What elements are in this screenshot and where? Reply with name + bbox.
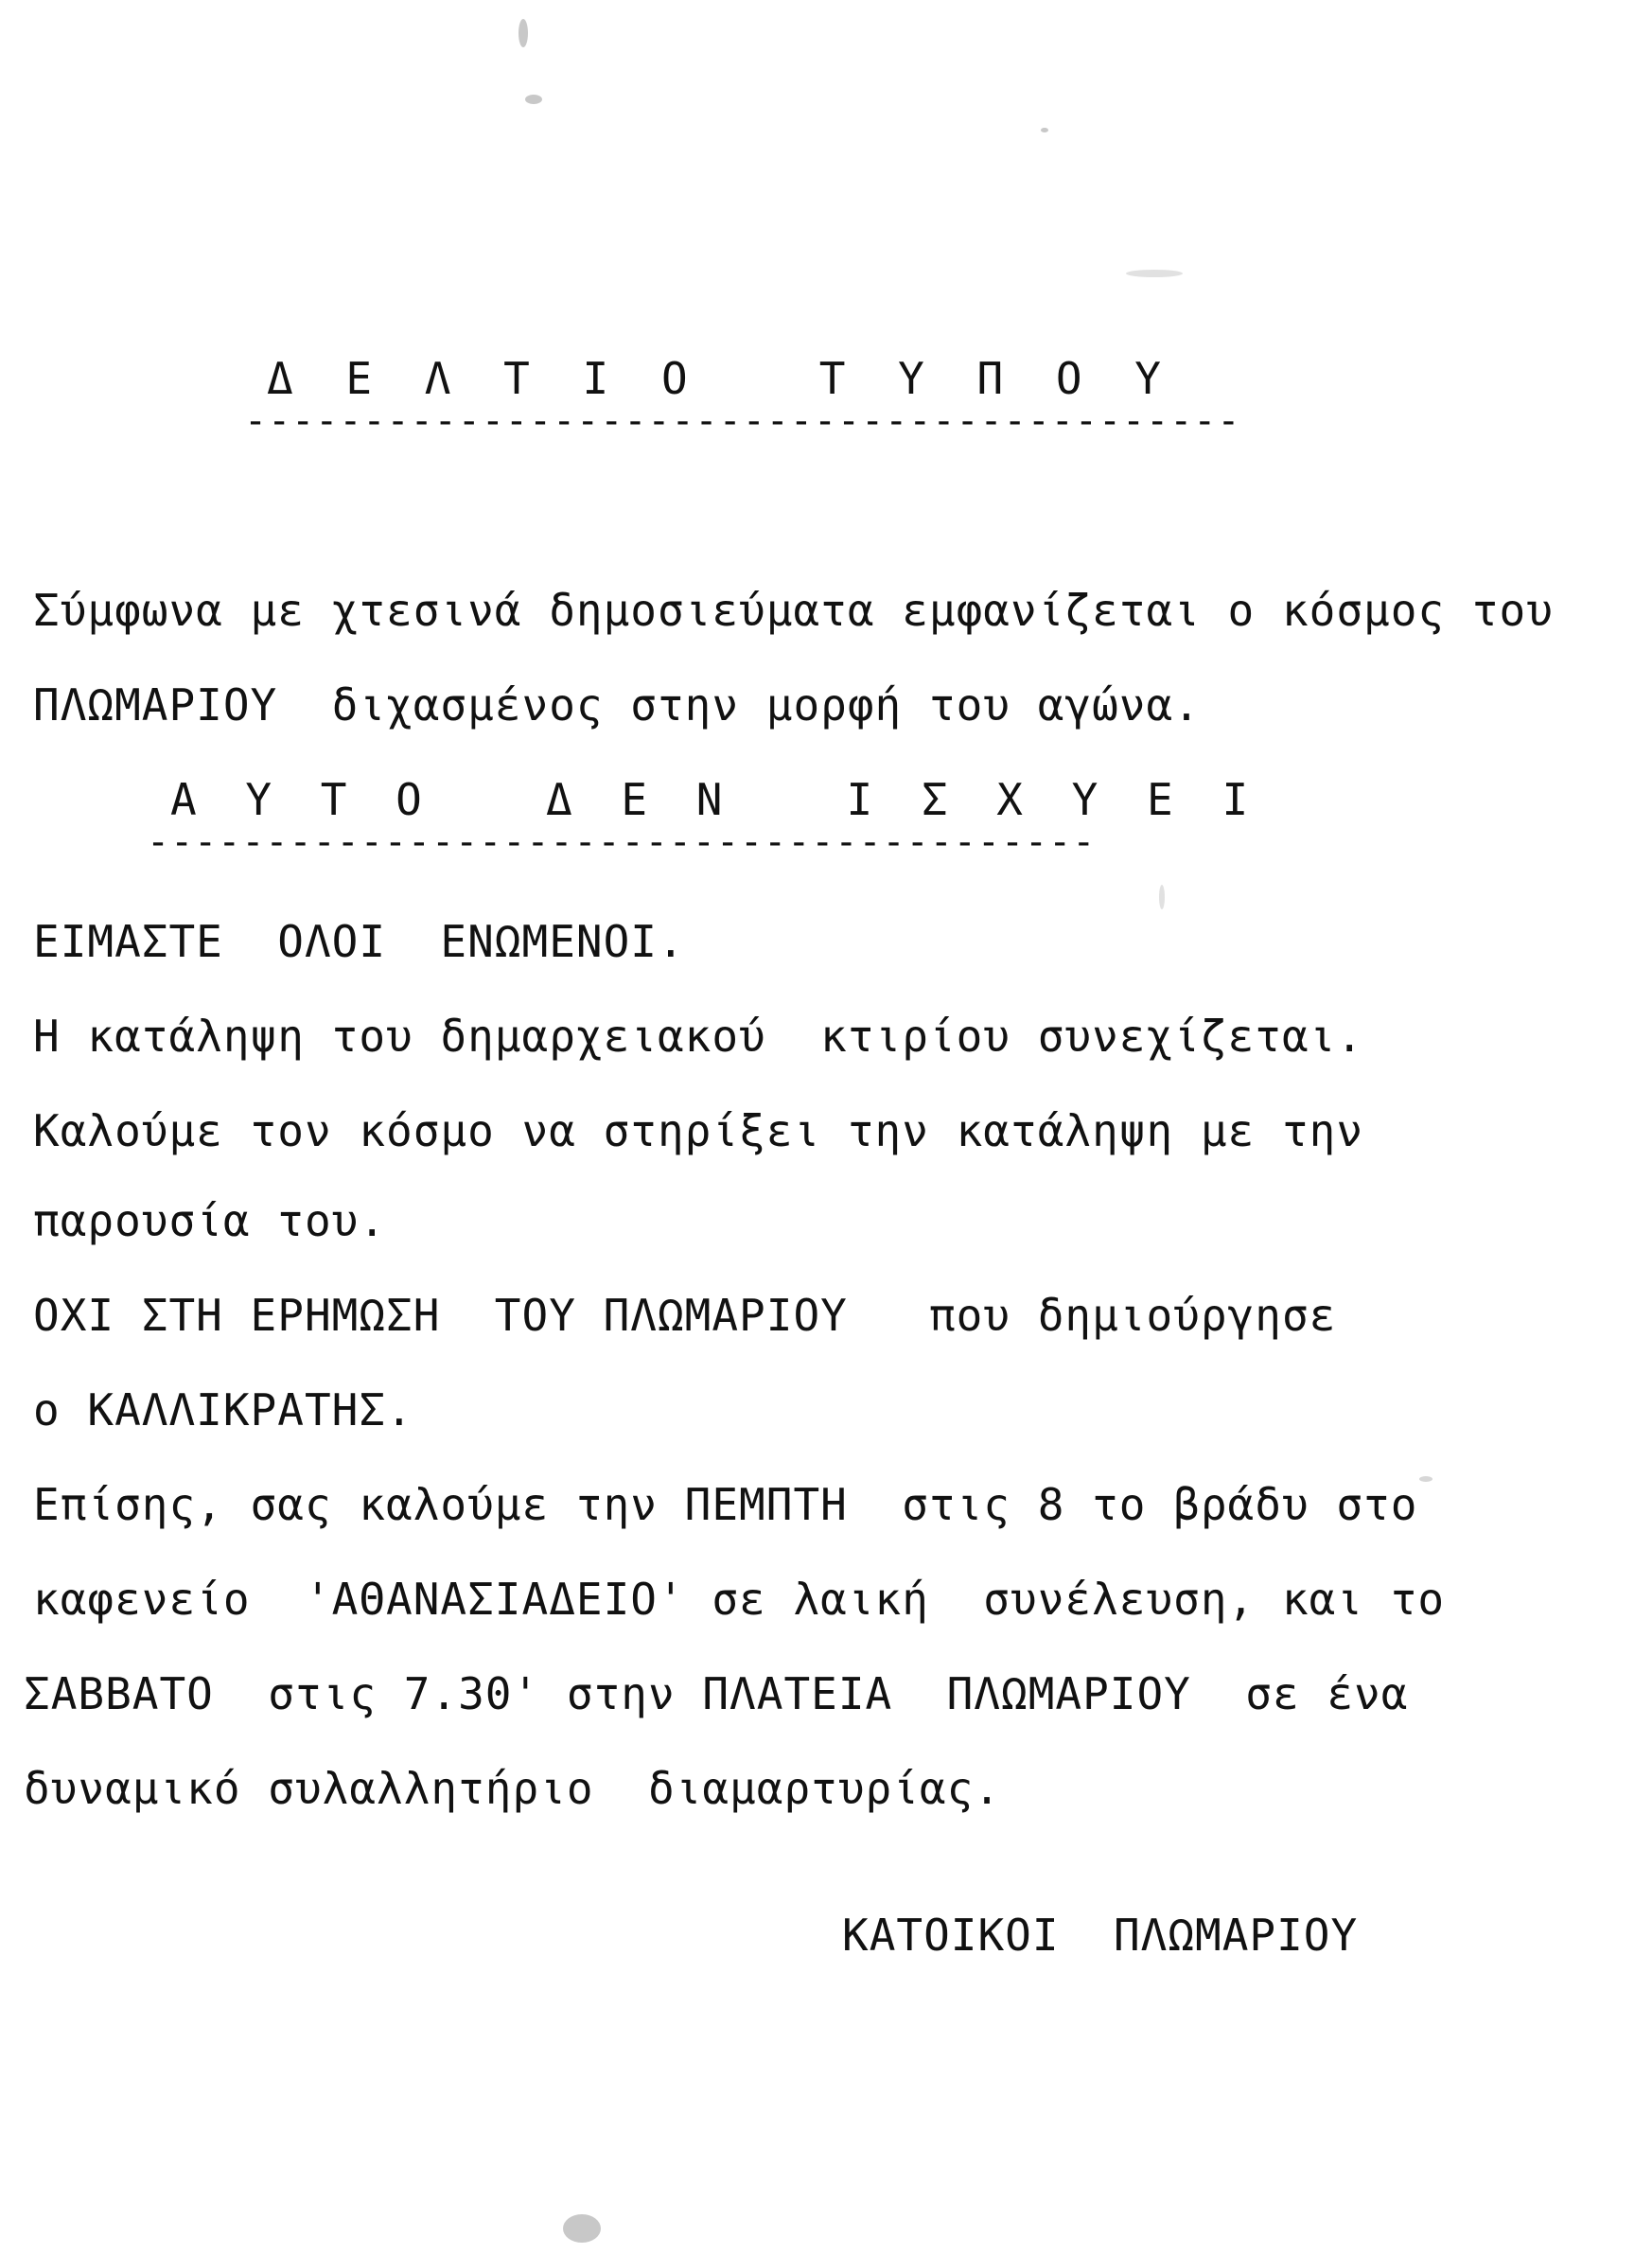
scan-speck xyxy=(518,19,528,47)
scan-speck xyxy=(1041,128,1048,132)
body-line-9: ΣΑΒΒΑΤΟ στις 7.30' στην ΠΛΑΤΕΙΑ ΠΛΩΜΑΡΙΟΥ σε ένα xyxy=(24,1668,1409,1719)
scan-speck xyxy=(1419,1476,1432,1482)
paragraph-line-1: Σύμφωνα με χτεσινά δημοσιεύματα εμφανίζεται ο κόσμος του xyxy=(33,585,1554,636)
body-line-2: Η κατάληψη του δημαρχειακού κτιρίου συνεχίζεται. xyxy=(33,1011,1364,1062)
body-line-4: παρουσία του. xyxy=(33,1195,387,1246)
signature: ΚΑΤΟΙΚΟΙ ΠΛΩΜΑΡΙΟΥ xyxy=(842,1910,1359,1961)
subheading: Α Υ Τ Ο Δ Ε Ν Ι Σ Χ Υ Ε Ι xyxy=(170,774,1260,825)
body-line-10: δυναμικό συλαλλητήριο διαμαρτυρίας. xyxy=(24,1763,1001,1814)
body-line-5: ΟΧΙ ΣΤΗ ΕΡΗΜΩΣΗ ΤΟΥ ΠΛΩΜΑΡΙΟΥ που δημιούργησε xyxy=(33,1290,1337,1341)
body-line-8: καφενείο 'ΑΘΑΝΑΣΙΑΔΕΙΟ' σε λαική συνέλευση, και το xyxy=(33,1574,1446,1625)
scan-speck xyxy=(563,2214,601,2243)
title-underline: ------------------------------------------ xyxy=(244,402,1241,440)
paragraph-line-2: ΠΛΩΜΑΡΙΟΥ διχασμένος στην μορφή του αγώνα. xyxy=(33,679,1201,731)
scan-speck xyxy=(1126,270,1183,277)
document-title: Δ Ε Λ Τ Ι Ο Τ Υ Π Ο Υ xyxy=(267,353,1174,404)
subheading-underline: ---------------------------------------- xyxy=(147,823,1097,861)
body-line-3: Καλούμε τον κόσμο να στηρίξει την κατάληψη με την xyxy=(33,1105,1364,1156)
scan-speck xyxy=(525,95,542,104)
body-line-1: ΕΙΜΑΣΤΕ ΟΛΟΙ ΕΝΩΜΕΝΟΙ. xyxy=(33,916,685,967)
scan-speck xyxy=(1159,885,1165,909)
body-line-6: ο ΚΑΛΛΙΚΡΑΤΗΣ. xyxy=(33,1384,413,1435)
body-line-7: Επίσης, σας καλούμε την ΠΕΜΠΤΗ στις 8 το βράδυ στο xyxy=(33,1479,1418,1530)
